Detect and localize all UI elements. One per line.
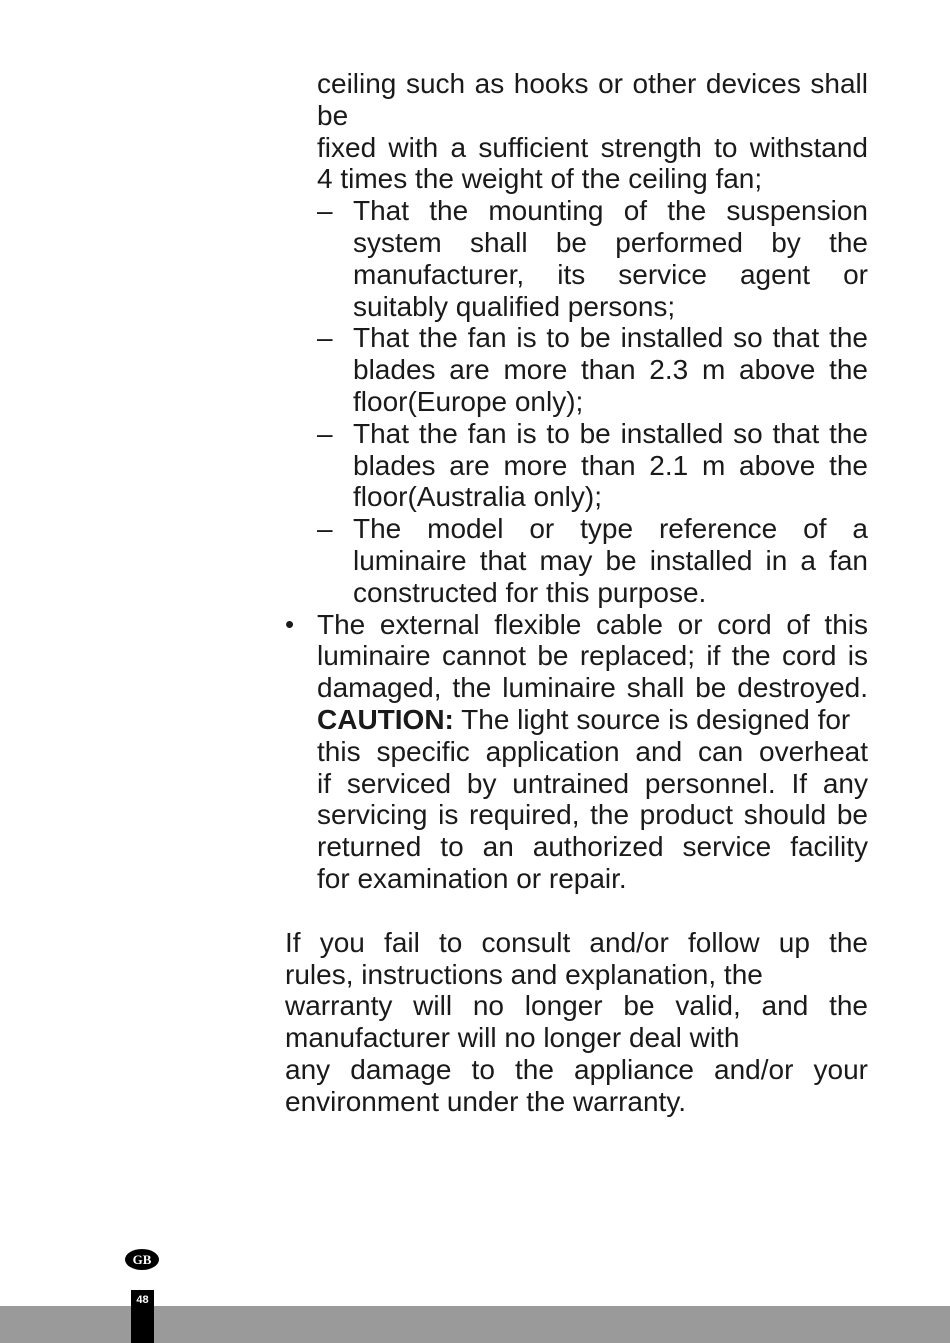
dash-list-item [317,322,868,417]
dash-item-line: blades are more than 2.3 m above the [353,354,868,386]
caution-line [317,704,868,736]
caution-label: CAUTION: [317,703,454,735]
dash-marker: – [317,195,333,227]
bullet-line: luminaire cannot be replaced; if the cord is [317,640,868,672]
dash-item-line: floor(Australia only); [353,481,602,513]
intro-line: ceiling such as hooks or other devices shall be [317,68,868,131]
bullet-line: The external flexible cable or cord of this [317,608,868,640]
dash-item-line: constructed for this purpose. [353,576,707,608]
closing-line: manufacturer will no longer deal with [285,1022,740,1054]
dash-marker: – [317,417,333,449]
caution-line: for examination or repair. [317,862,627,894]
dash-item-line: That the fan is to be installed so that the [353,417,868,449]
bullet-line: damaged, the luminaire shall be destroyed. [317,672,868,704]
intro-line: fixed with a sufficient strength to withstand [317,131,868,163]
dash-list-item [317,513,868,608]
dash-item-line: floor(Europe only); [353,385,584,417]
dash-list-item [317,418,868,513]
caution-text: The light source is designed for [453,703,851,735]
intro-paragraph [317,68,868,195]
language-badge: GB [125,1249,159,1270]
caution-line: servicing is required, the product should be [317,799,868,831]
dash-item-line: The model or type reference of a [353,513,868,545]
dash-item-line: luminaire that may be installed in a fan [353,544,868,576]
caution-line: this specific application and can overheat [317,735,868,767]
dash-item-line: That the mounting of the suspension [353,195,868,227]
dash-item-line: system shall be performed by the [353,226,868,258]
dash-item-line: suitably qualified persons; [353,290,676,322]
closing-line: rules, instructions and explanation, the [285,958,763,990]
closing-line: If you fail to consult and/or follow up the [285,926,868,958]
intro-line: 4 times the weight of the ceiling fan; [317,163,763,195]
closing-line: warranty will no longer be valid, and the [285,990,868,1022]
caution-line: if serviced by untrained personnel. If any [317,767,868,799]
closing-line: environment under the warranty. [285,1085,687,1117]
warranty-paragraph [285,927,868,1118]
bullet-list-item [285,609,868,895]
bullet-marker: • [285,608,295,639]
dash-item-line: That the fan is to be installed so that the [353,322,868,354]
dash-item-line: blades are more than 2.1 m above the [353,449,868,481]
dash-list [317,195,868,608]
closing-line: any damage to the appliance and/or your [285,1053,868,1085]
dash-marker: – [317,322,333,354]
dash-item-line: manufacturer, its service agent or [353,258,868,290]
caution-line: returned to an authorized service facility [317,831,868,863]
page-number: 48 [136,1294,149,1306]
document-body [285,68,868,1118]
dash-list-item [317,195,868,322]
dash-marker: – [317,513,333,545]
